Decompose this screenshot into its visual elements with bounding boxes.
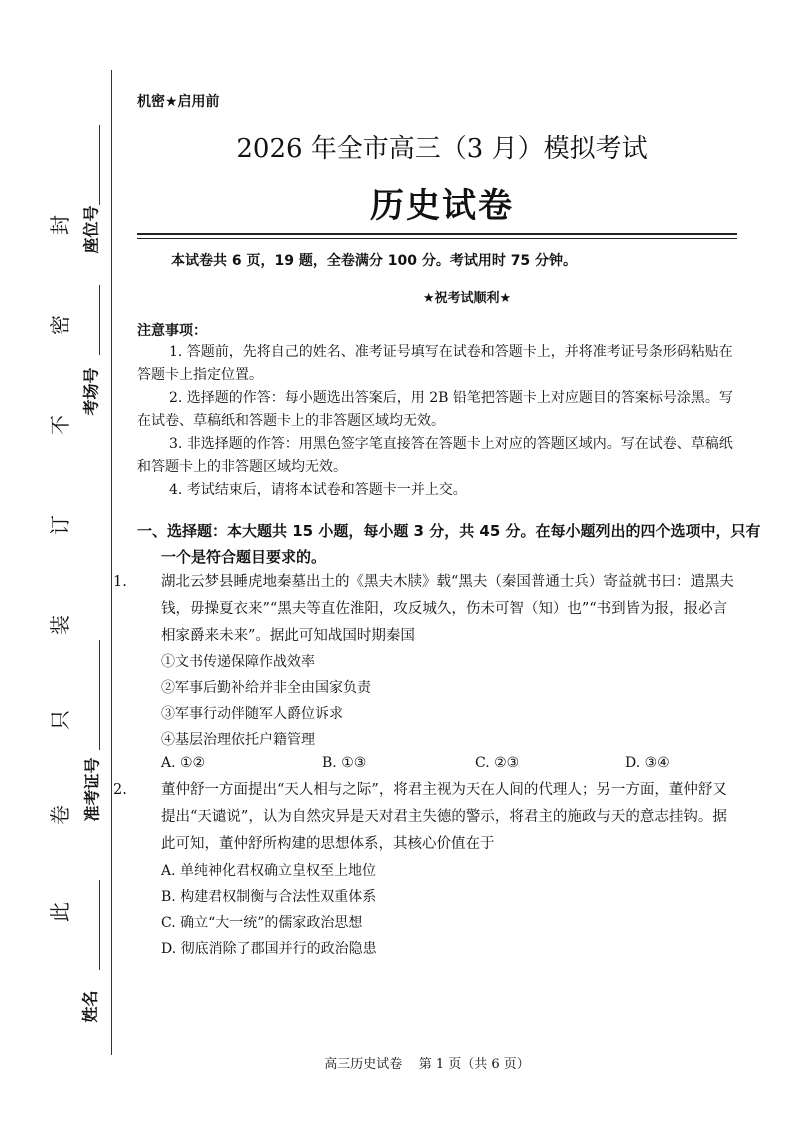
question-number: 2. [113, 782, 127, 798]
notice-item: 1. 答题前，先将自己的姓名、准考证号填写在试卷和答题卡上，并将准考证号条形码粘贴在答题卡上指定位置。 [137, 344, 733, 383]
seal-char: 不 [48, 415, 72, 435]
seal-char: 订 [48, 515, 72, 535]
notice-item: 3. 非选择题的作答：用黑色签字笔直接答在答题卡上对应的答题区域内。写在试卷、草稿纸和答题卡上的非答题区域均无效。 [137, 436, 733, 475]
statement-item: ④基层治理依托户籍管理 [161, 732, 315, 748]
seal-char: 密 [48, 315, 72, 335]
exam-info: 本试卷共 6 页，19 题，全卷满分 100 分。考试用时 75 分钟。 [171, 253, 578, 269]
seal-char: 此 [48, 902, 72, 922]
option-b[interactable]: B. 构建君权制衡与合法性双重体系 [161, 889, 377, 905]
question-number: 1. [113, 574, 127, 590]
good-luck-note: ★祝考试顺利★ [422, 291, 512, 306]
question-1 [113, 569, 737, 650]
option-c[interactable]: C. 确立“大一统”的儒家政治思想 [161, 915, 363, 931]
divider [137, 233, 737, 235]
option-a[interactable]: A. ①② [161, 755, 206, 771]
seal-char: 封 [48, 215, 72, 235]
option-b[interactable]: B. ①③ [322, 755, 367, 771]
seal-char: 卷 [48, 805, 72, 825]
seat-number-label: 座位号 [81, 205, 101, 254]
option-d[interactable]: D. 彻底消除了郡国并行的政治隐患 [161, 941, 377, 957]
subject-title: 历史试卷 [370, 186, 514, 226]
name-label: 姓名 [80, 990, 100, 1023]
option-d[interactable]: D. ③④ [625, 755, 670, 771]
seal-char: 只 [48, 710, 72, 730]
page-footer: 高三历史试卷 第 1 页（共 6 页） [324, 1057, 530, 1072]
statement-item: ②军事后勤补给并非全由国家负责 [161, 680, 371, 696]
statement-item: ③军事行动伴随军人爵位诉求 [161, 706, 343, 722]
seal-char: 装 [48, 615, 72, 635]
confidential-mark: 机密★启用前 [137, 94, 220, 110]
divider [137, 238, 737, 239]
option-a[interactable]: A. 单纯神化君权确立皇权至上地位 [161, 863, 377, 879]
section-heading: 一、选择题：本大题共 15 小题，每小题 3 分，共 45 分。在每小题列出的四个选项中，只有一个是符合题目要求的。 [137, 522, 761, 566]
option-c[interactable]: C. ②③ [475, 755, 520, 771]
notice-item: 4. 考试结束后，请将本试卷和答题卡一并上交。 [169, 482, 467, 498]
admission-number-label: 准考证号 [82, 757, 102, 822]
question-stem: 湖北云梦县睡虎地秦墓出土的《黑夫木牍》载“黑夫（秦国普通士兵）寄益就书曰：遣黑夫钱，毋操夏衣来”“黑夫等直佐淮阳，攻反城久，伤未可智（知）也”“书到皆为报，报必言相家爵来未来”。据此可知战国时期秦国 [161, 574, 734, 644]
question-stem: 董仲舒一方面提出“天人相与之际”，将君主视为天在人间的代理人；另一方面，董仲舒又提出“天谴说”，认为自然灾异是天对君主失德的警示，将君主的施政与天的意志挂钩。据此可知，董仲舒所构建的思想体系，其核心价值在于 [161, 782, 727, 852]
name-field[interactable] [99, 880, 100, 970]
statement-item: ①文书传递保障作战效率 [161, 654, 315, 670]
notice-heading: 注意事项： [137, 323, 207, 339]
admission-number-field[interactable] [99, 640, 100, 750]
question-2 [113, 777, 737, 858]
exam-room-label: 考场号 [81, 367, 101, 416]
exam-title: 2026 年全市高三（3 月）模拟考试 [236, 134, 648, 164]
notice-item: 2. 选择题的作答：每小题选出答案后，用 2B 铅笔把答题卡上对应题目的答案标号涂黑。写在试卷、草稿纸和答题卡上的非答题区域均无效。 [137, 390, 733, 429]
